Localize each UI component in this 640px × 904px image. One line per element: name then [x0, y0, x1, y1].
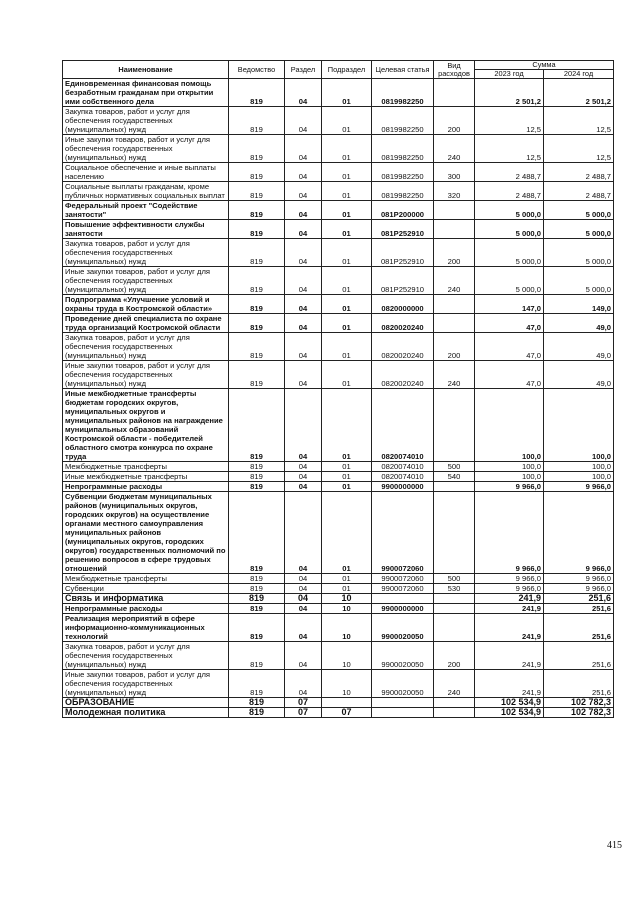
- cell-amount-2024: 5 000,0: [544, 267, 614, 295]
- table-body: [63, 79, 614, 718]
- cell-expense-type: [434, 79, 475, 107]
- cell-target-article: 9900072060: [372, 492, 434, 574]
- cell-section: 04: [285, 594, 322, 604]
- table-row: [63, 220, 614, 239]
- cell-subsection: 01: [322, 220, 372, 239]
- cell-department: 819: [229, 462, 285, 472]
- header-target-article: Целевая статья: [372, 61, 434, 79]
- cell-section: 04: [285, 361, 322, 389]
- cell-target-article: 9900072060: [372, 584, 434, 594]
- cell-target-article: 081P252910: [372, 239, 434, 267]
- cell-subsection: 10: [322, 642, 372, 670]
- cell-section: 04: [285, 584, 322, 594]
- cell-target-article: 0820020240: [372, 361, 434, 389]
- cell-name: Непрограммные расходы: [63, 604, 229, 614]
- cell-name: Межбюджетные трансферты: [63, 462, 229, 472]
- cell-subsection: 01: [322, 107, 372, 135]
- cell-name: Субвенции бюджетам муниципальных районов (муниципальных округов, городских округов) на осуществление органами местного самоуправления муниципальных районов (муниципальных округов, городских округов) государственных полномочий по решению вопросов в сфере трудовых отношений: [63, 492, 229, 574]
- cell-subsection: 01: [322, 201, 372, 220]
- cell-subsection: 10: [322, 614, 372, 642]
- cell-subsection: 01: [322, 462, 372, 472]
- table-row: [63, 614, 614, 642]
- cell-section: 07: [285, 698, 322, 708]
- cell-department: 819: [229, 267, 285, 295]
- cell-target-article: [372, 698, 434, 708]
- cell-target-article: [372, 708, 434, 718]
- cell-department: 819: [229, 220, 285, 239]
- cell-name: Непрограммные расходы: [63, 482, 229, 492]
- cell-amount-2024: 2 488,7: [544, 163, 614, 182]
- cell-subsection: 01: [322, 239, 372, 267]
- cell-section: 04: [285, 642, 322, 670]
- cell-amount-2023: 2 501,2: [475, 79, 544, 107]
- cell-amount-2023: 2 488,7: [475, 182, 544, 201]
- cell-amount-2024: 9 966,0: [544, 492, 614, 574]
- cell-amount-2023: 9 966,0: [475, 584, 544, 594]
- cell-amount-2023: 47,0: [475, 361, 544, 389]
- cell-department: 819: [229, 482, 285, 492]
- cell-amount-2023: 2 488,7: [475, 163, 544, 182]
- table-row: [63, 670, 614, 698]
- cell-subsection: 01: [322, 584, 372, 594]
- cell-amount-2024: 100,0: [544, 472, 614, 482]
- cell-amount-2023: 5 000,0: [475, 220, 544, 239]
- cell-department: 819: [229, 472, 285, 482]
- cell-subsection: 01: [322, 472, 372, 482]
- cell-expense-type: [434, 295, 475, 314]
- cell-department: 819: [229, 361, 285, 389]
- cell-name: Закупка товаров, работ и услуг для обеспечения государственных (муниципальных) нужд: [63, 239, 229, 267]
- cell-amount-2024: 9 966,0: [544, 584, 614, 594]
- cell-target-article: 9900072060: [372, 574, 434, 584]
- cell-department: 819: [229, 163, 285, 182]
- cell-name: Иные закупки товаров, работ и услуг для обеспечения государственных (муниципальных) нужд: [63, 135, 229, 163]
- cell-section: 04: [285, 79, 322, 107]
- cell-department: 819: [229, 604, 285, 614]
- cell-target-article: 081P200000: [372, 201, 434, 220]
- cell-section: 04: [285, 314, 322, 333]
- budget-table: [62, 60, 614, 718]
- cell-subsection: 10: [322, 594, 372, 604]
- cell-amount-2023: 241,9: [475, 594, 544, 604]
- table-row: [63, 698, 614, 708]
- cell-amount-2023: 100,0: [475, 472, 544, 482]
- cell-amount-2023: 47,0: [475, 333, 544, 361]
- cell-subsection: [322, 698, 372, 708]
- cell-expense-type: 200: [434, 107, 475, 135]
- cell-target-article: 0819982250: [372, 107, 434, 135]
- cell-name: Субвенции: [63, 584, 229, 594]
- cell-amount-2024: 251,6: [544, 642, 614, 670]
- cell-amount-2024: 49,0: [544, 314, 614, 333]
- cell-amount-2024: 5 000,0: [544, 220, 614, 239]
- cell-amount-2023: 241,9: [475, 604, 544, 614]
- cell-expense-type: 500: [434, 462, 475, 472]
- table-row: [63, 482, 614, 492]
- cell-expense-type: 240: [434, 267, 475, 295]
- table-row: [63, 182, 614, 201]
- cell-amount-2024: 9 966,0: [544, 482, 614, 492]
- cell-expense-type: 200: [434, 239, 475, 267]
- cell-amount-2023: 100,0: [475, 462, 544, 472]
- cell-section: 04: [285, 267, 322, 295]
- cell-section: 04: [285, 472, 322, 482]
- cell-expense-type: [434, 492, 475, 574]
- header-subsection: Подраздел: [322, 61, 372, 79]
- cell-amount-2023: 5 000,0: [475, 201, 544, 220]
- cell-expense-type: [434, 482, 475, 492]
- cell-expense-type: [434, 698, 475, 708]
- cell-expense-type: [434, 594, 475, 604]
- cell-amount-2024: 251,6: [544, 594, 614, 604]
- cell-section: 04: [285, 670, 322, 698]
- cell-subsection: 01: [322, 389, 372, 462]
- cell-section: 04: [285, 163, 322, 182]
- cell-amount-2023: 241,9: [475, 670, 544, 698]
- cell-name: Иные закупки товаров, работ и услуг для обеспечения государственных (муниципальных) нужд: [63, 267, 229, 295]
- table-row: [63, 239, 614, 267]
- cell-department: 819: [229, 201, 285, 220]
- cell-section: 04: [285, 492, 322, 574]
- cell-subsection: 01: [322, 267, 372, 295]
- cell-subsection: 01: [322, 482, 372, 492]
- cell-amount-2023: 147,0: [475, 295, 544, 314]
- header-year-2024: 2024 год: [544, 70, 614, 79]
- cell-department: 819: [229, 79, 285, 107]
- cell-name: Социальное обеспечение и иные выплаты населению: [63, 163, 229, 182]
- cell-target-article: 9900000000: [372, 482, 434, 492]
- cell-amount-2024: 251,6: [544, 604, 614, 614]
- cell-department: 819: [229, 670, 285, 698]
- cell-name: Закупка товаров, работ и услуг для обеспечения государственных (муниципальных) нужд: [63, 642, 229, 670]
- cell-subsection: 01: [322, 314, 372, 333]
- cell-amount-2024: 49,0: [544, 333, 614, 361]
- cell-amount-2023: 241,9: [475, 642, 544, 670]
- cell-subsection: 01: [322, 135, 372, 163]
- cell-amount-2023: 241,9: [475, 614, 544, 642]
- table-row: [63, 295, 614, 314]
- cell-expense-type: [434, 604, 475, 614]
- table-header: [63, 61, 614, 79]
- cell-section: 04: [285, 482, 322, 492]
- cell-expense-type: [434, 314, 475, 333]
- cell-name: Повышение эффективности службы занятости: [63, 220, 229, 239]
- cell-amount-2024: 251,6: [544, 670, 614, 698]
- cell-expense-type: 240: [434, 135, 475, 163]
- header-section: Раздел: [285, 61, 322, 79]
- page-number: 415: [607, 840, 622, 851]
- cell-name: Проведение дней специалиста по охране труда организаций Костромской области: [63, 314, 229, 333]
- cell-name: Иные межбюджетные трансферты: [63, 472, 229, 482]
- cell-target-article: 0820074010: [372, 462, 434, 472]
- cell-target-article: 0820020240: [372, 333, 434, 361]
- cell-section: 07: [285, 708, 322, 718]
- cell-name: Иные закупки товаров, работ и услуг для обеспечения государственных (муниципальных) нужд: [63, 361, 229, 389]
- cell-section: 04: [285, 604, 322, 614]
- cell-amount-2024: 5 000,0: [544, 239, 614, 267]
- table-row: [63, 267, 614, 295]
- cell-expense-type: 240: [434, 670, 475, 698]
- cell-name: ОБРАЗОВАНИЕ: [63, 698, 229, 708]
- cell-name: Молодежная политика: [63, 708, 229, 718]
- table-row: [63, 708, 614, 718]
- cell-amount-2024: 2 488,7: [544, 182, 614, 201]
- cell-amount-2023: 47,0: [475, 314, 544, 333]
- cell-target-article: 0819982250: [372, 182, 434, 201]
- cell-subsection: 01: [322, 163, 372, 182]
- cell-name: Межбюджетные трансферты: [63, 574, 229, 584]
- table-row: [63, 79, 614, 107]
- cell-amount-2024: 2 501,2: [544, 79, 614, 107]
- cell-name: Подпрограмма «Улучшение условий и охраны труда в Костромской области»: [63, 295, 229, 314]
- cell-target-article: 0819982250: [372, 79, 434, 107]
- cell-target-article: 0820074010: [372, 389, 434, 462]
- cell-amount-2023: 9 966,0: [475, 482, 544, 492]
- cell-expense-type: [434, 220, 475, 239]
- cell-amount-2024: 5 000,0: [544, 201, 614, 220]
- cell-expense-type: 500: [434, 574, 475, 584]
- cell-department: 819: [229, 314, 285, 333]
- cell-target-article: 0820000000: [372, 295, 434, 314]
- header-amount: Сумма: [475, 61, 614, 70]
- cell-subsection: 01: [322, 182, 372, 201]
- cell-department: 819: [229, 333, 285, 361]
- cell-name: Закупка товаров, работ и услуг для обеспечения государственных (муниципальных) нужд: [63, 107, 229, 135]
- cell-name: Федеральный проект "Содействие занятости": [63, 201, 229, 220]
- cell-section: 04: [285, 220, 322, 239]
- cell-subsection: 10: [322, 670, 372, 698]
- cell-amount-2023: 5 000,0: [475, 239, 544, 267]
- cell-expense-type: 200: [434, 642, 475, 670]
- cell-section: 04: [285, 239, 322, 267]
- cell-department: 819: [229, 135, 285, 163]
- cell-amount-2024: 49,0: [544, 361, 614, 389]
- cell-name: Социальные выплаты гражданам, кроме публичных нормативных социальных выплат: [63, 182, 229, 201]
- cell-department: 819: [229, 708, 285, 718]
- cell-subsection: 01: [322, 333, 372, 361]
- cell-amount-2024: 100,0: [544, 462, 614, 472]
- cell-amount-2024: 102 782,3: [544, 698, 614, 708]
- cell-department: 819: [229, 107, 285, 135]
- cell-amount-2024: 12,5: [544, 107, 614, 135]
- cell-target-article: 9900020050: [372, 614, 434, 642]
- cell-section: 04: [285, 462, 322, 472]
- table-row: [63, 604, 614, 614]
- cell-amount-2024: 9 966,0: [544, 574, 614, 584]
- cell-department: 819: [229, 698, 285, 708]
- cell-amount-2023: 100,0: [475, 389, 544, 462]
- table-row: [63, 472, 614, 482]
- cell-target-article: 9900020050: [372, 670, 434, 698]
- cell-amount-2024: 12,5: [544, 135, 614, 163]
- cell-subsection: 01: [322, 295, 372, 314]
- cell-amount-2023: 102 534,9: [475, 708, 544, 718]
- cell-section: 04: [285, 295, 322, 314]
- cell-target-article: 081P252910: [372, 220, 434, 239]
- cell-section: 04: [285, 135, 322, 163]
- cell-amount-2024: 102 782,3: [544, 708, 614, 718]
- cell-expense-type: 540: [434, 472, 475, 482]
- table-row: [63, 642, 614, 670]
- cell-name: Связь и информатика: [63, 594, 229, 604]
- cell-target-article: 9900020050: [372, 642, 434, 670]
- cell-subsection: 07: [322, 708, 372, 718]
- cell-department: 819: [229, 574, 285, 584]
- table-row: [63, 107, 614, 135]
- cell-department: 819: [229, 642, 285, 670]
- cell-target-article: 0820020240: [372, 314, 434, 333]
- table-row: [63, 584, 614, 594]
- cell-expense-type: [434, 201, 475, 220]
- cell-section: 04: [285, 574, 322, 584]
- cell-name: Иные межбюджетные трансферты бюджетам городских округов, муниципальных округов и муниципальных районов на награждение муниципальных образований Костромской области - победителей областного смотра конкурса по охране труда: [63, 389, 229, 462]
- cell-amount-2023: 102 534,9: [475, 698, 544, 708]
- header-expense-type: Вид расходов: [434, 61, 475, 79]
- cell-expense-type: [434, 708, 475, 718]
- header-name: Наименование: [63, 61, 229, 79]
- table-row: [63, 492, 614, 574]
- cell-expense-type: [434, 614, 475, 642]
- cell-section: 04: [285, 182, 322, 201]
- cell-amount-2024: 251,6: [544, 614, 614, 642]
- table-row: [63, 594, 614, 604]
- cell-department: 819: [229, 295, 285, 314]
- cell-department: 819: [229, 492, 285, 574]
- cell-section: 04: [285, 389, 322, 462]
- cell-amount-2024: 149,0: [544, 295, 614, 314]
- header-year-2023: 2023 год: [475, 70, 544, 79]
- cell-name: Иные закупки товаров, работ и услуг для обеспечения государственных (муниципальных) нужд: [63, 670, 229, 698]
- cell-target-article: 9900000000: [372, 604, 434, 614]
- table-row: [63, 574, 614, 584]
- cell-amount-2023: 9 966,0: [475, 574, 544, 584]
- cell-department: 819: [229, 594, 285, 604]
- cell-target-article: 081P252910: [372, 267, 434, 295]
- cell-expense-type: 240: [434, 361, 475, 389]
- cell-expense-type: 320: [434, 182, 475, 201]
- cell-section: 04: [285, 333, 322, 361]
- cell-target-article: 0819982250: [372, 135, 434, 163]
- cell-target-article: 0819982250: [372, 163, 434, 182]
- cell-amount-2023: 5 000,0: [475, 267, 544, 295]
- cell-target-article: [372, 594, 434, 604]
- cell-target-article: 0820074010: [372, 472, 434, 482]
- cell-department: 819: [229, 584, 285, 594]
- cell-subsection: 01: [322, 492, 372, 574]
- table-row: [63, 201, 614, 220]
- cell-department: 819: [229, 614, 285, 642]
- cell-department: 819: [229, 239, 285, 267]
- table-row: [63, 361, 614, 389]
- table-row: [63, 314, 614, 333]
- cell-department: 819: [229, 182, 285, 201]
- header-department: Ведомство: [229, 61, 285, 79]
- cell-name: Реализация мероприятий в сфере информационно-коммуникационных технологий: [63, 614, 229, 642]
- table-row: [63, 389, 614, 462]
- cell-amount-2023: 12,5: [475, 135, 544, 163]
- cell-name: Единовременная финансовая помощь безработным гражданам при открытии ими собственного дела: [63, 79, 229, 107]
- cell-expense-type: 300: [434, 163, 475, 182]
- cell-name: Закупка товаров, работ и услуг для обеспечения государственных (муниципальных) нужд: [63, 333, 229, 361]
- cell-expense-type: [434, 389, 475, 462]
- cell-subsection: 01: [322, 79, 372, 107]
- cell-amount-2023: 9 966,0: [475, 492, 544, 574]
- cell-amount-2023: 12,5: [475, 107, 544, 135]
- table-row: [63, 163, 614, 182]
- cell-section: 04: [285, 614, 322, 642]
- cell-department: 819: [229, 389, 285, 462]
- cell-section: 04: [285, 201, 322, 220]
- cell-subsection: 10: [322, 604, 372, 614]
- cell-expense-type: 200: [434, 333, 475, 361]
- cell-amount-2024: 100,0: [544, 389, 614, 462]
- cell-section: 04: [285, 107, 322, 135]
- table-row: [63, 462, 614, 472]
- cell-subsection: 01: [322, 361, 372, 389]
- table-row: [63, 333, 614, 361]
- table-row: [63, 135, 614, 163]
- cell-subsection: 01: [322, 574, 372, 584]
- cell-expense-type: 530: [434, 584, 475, 594]
